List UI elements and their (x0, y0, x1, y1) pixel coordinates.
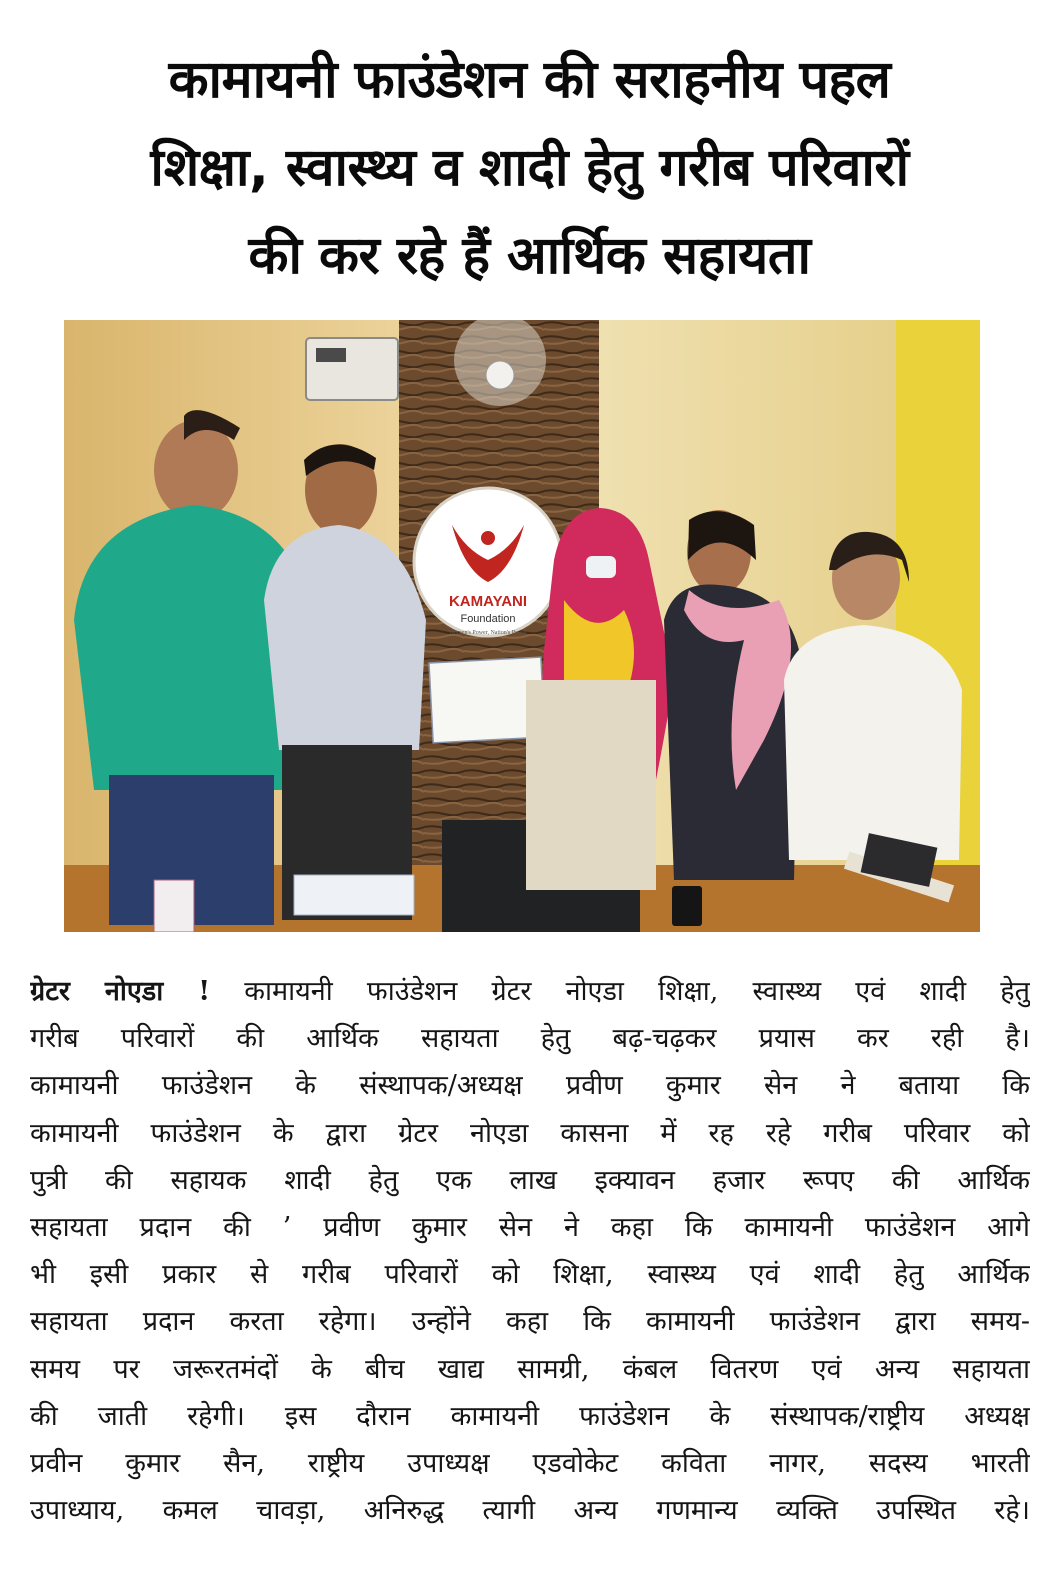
article-line-1-text: कामायनी फाउंडेशन ग्रेटर नोएडा शिक्षा, स्वास्थ्य एवं शादी हेतु (210, 976, 1030, 1007)
person-5-shirt (784, 625, 962, 860)
article-line-12: उपाध्याय, कमल चावड़ा, अनिरुद्ध त्यागी अन्य गणमान्य व्यक्ति उपस्थित रहे। (30, 1495, 1030, 1527)
logo-name: KAMAYANI (448, 593, 528, 610)
dateline: ग्रेटर नोएडा ! (30, 976, 211, 1007)
face-mask (586, 556, 616, 578)
article-line-4: कामायनी फाउंडेशन के द्वारा ग्रेटर नोएडा कासना में रह रहे गरीब परिवार को (30, 1117, 1030, 1149)
article-line-10: की जाती रहेगी। इस दौरान कामायनी फाउंडेशन के संस्थापक/राष्ट्रीय अध्यक्ष (30, 1400, 1030, 1432)
logo-sub: Foundation (460, 613, 516, 625)
paper-stack (294, 875, 414, 915)
headline-line-2: शिक्षा, स्वास्थ्य व शादी हेतु गरीब परिवारों (150, 138, 909, 198)
article-body (30, 968, 1030, 1534)
article-line-2: गरीब परिवारों की आर्थिक सहायता हेतु बढ़-चढ़कर प्रयास कर रही है। (30, 1023, 1030, 1055)
news-photo (64, 320, 980, 932)
article-line-3: कामायनी फाउंडेशन के संस्थापक/अध्यक्ष प्रवीण कुमार सेन ने बताया कि (30, 1070, 1030, 1102)
article-line-7: भी इसी प्रकार से गरीब परिवारों को शिक्षा, स्वास्थ्य एवं शादी हेतु आर्थिक (30, 1259, 1030, 1291)
article-line-8: सहायता प्रदान करता रहेगा। उन्होंने कहा कि कामायनी फाउंडेशन द्वारा समय- (30, 1306, 1030, 1338)
phone (672, 886, 702, 926)
person-1 (154, 420, 238, 520)
voltage-stabilizer (306, 338, 398, 400)
article-line-5: पुत्री की सहायक शादी हेतु एक लाख इक्यावन हजार रूपए की आर्थिक (30, 1164, 1030, 1196)
logo-tagline: Women's Power, Nation's Power (448, 630, 528, 636)
photo-illustration (64, 320, 980, 932)
article-line-9: समय पर जरूरतमंदों के बीच खाद्य सामग्री, कंबल वितरण एवं अन्य सहायता (30, 1353, 1030, 1385)
headline-line-1: कामायनी फाउंडेशन की सराहनीय पहल (168, 50, 891, 110)
article-line-6: सहायता प्रदान की ’ प्रवीण कुमार सेन ने कहा कि कामायनी फाउंडेशन आगे (30, 1211, 1030, 1243)
article-line-11: प्रवीन कुमार सैन, राष्ट्रीय उपाध्यक्ष एडवोकेट कविता नागर, सदस्य भारती (30, 1447, 1030, 1479)
desk-calendar (154, 880, 194, 932)
headline-line-3: की कर रहे हैं आर्थिक सहायता (248, 226, 811, 286)
headline (0, 36, 1059, 300)
article-line-1 (30, 968, 1030, 1015)
